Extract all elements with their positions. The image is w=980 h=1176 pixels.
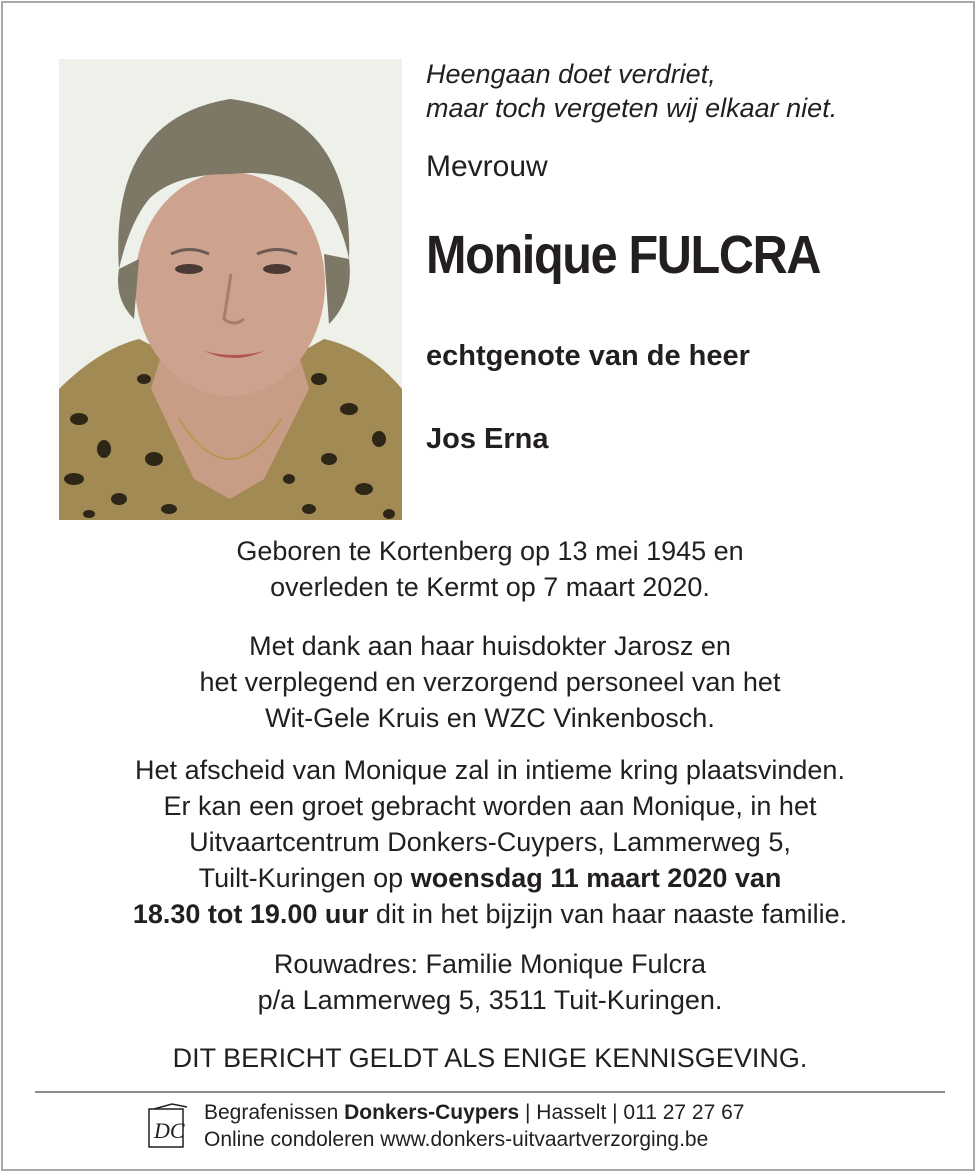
footer-company: Donkers-Cuypers (344, 1101, 520, 1124)
farewell-line-1: Het afscheid van Monique zal in intieme kring plaatsvinden. (135, 755, 845, 785)
funeral-home-logo-icon (148, 1103, 188, 1149)
farewell-paragraph (40, 752, 940, 932)
portrait-photo (59, 59, 402, 520)
address-line-2: p/a Lammerweg 5, 3511 Tuit-Kuringen. (257, 985, 723, 1015)
birth-line: Geboren te Kortenberg op 13 mei 1945 en (236, 536, 744, 566)
farewell-line-4-prefix: Tuilt-Kuringen op (198, 863, 411, 893)
official-notice: DIT BERICHT GELDT ALS ENIGE KENNISGEVING. (172, 1043, 808, 1073)
footer-text (204, 1099, 745, 1153)
footer-divider (35, 1091, 945, 1093)
deceased-name: Monique FULCRA (426, 225, 821, 285)
salutation: Mevrouw (426, 150, 548, 183)
footer-contact: | Hasselt | 011 27 27 67 (519, 1101, 745, 1124)
portrait-illustration (59, 59, 402, 520)
footer-line-1 (204, 1099, 745, 1126)
notice-paragraph (40, 1040, 940, 1076)
quote-line-1: Heengaan doet verdriet, (426, 59, 716, 89)
spouse-name: Jos Erna (426, 423, 549, 455)
birth-death-paragraph (40, 533, 940, 605)
thanks-line-3: Wit-Gele Kruis en WZC Vinkenbosch. (265, 703, 715, 733)
footer-prefix: Begrafenissen (204, 1101, 345, 1124)
farewell-line-2: Er kan een groet gebracht worden aan Monique, in het (163, 791, 817, 821)
death-line: overleden te Kermt op 7 maart 2020. (270, 572, 710, 602)
farewell-line-3: Uitvaartcentrum Donkers-Cuypers, Lammerweg 5, (189, 827, 791, 857)
farewell-date: woensdag 11 maart 2020 van (410, 863, 782, 893)
farewell-time: 18.30 tot 19.00 uur (132, 899, 369, 929)
farewell-line-5-suffix: dit in het bijzijn van haar naaste familie. (368, 899, 848, 929)
farewell-line-4 (40, 860, 940, 896)
farewell-line-5 (40, 896, 940, 932)
address-line-1: Rouwadres: Familie Monique Fulcra (273, 949, 707, 979)
thanks-line-2: het verplegend en verzorgend personeel van het (199, 667, 781, 697)
address-paragraph (40, 946, 940, 1018)
thanks-paragraph (40, 628, 940, 736)
relation: echtgenote van de heer (426, 340, 750, 372)
svg-text:DC: DC (154, 1118, 185, 1143)
footer-website[interactable]: Online condoleren www.donkers-uitvaartverzorging.be (204, 1128, 709, 1151)
quote-line-2: maar toch vergeten wij elkaar niet. (426, 93, 838, 123)
thanks-line-1: Met dank aan haar huisdokter Jarosz en (249, 631, 731, 661)
quote (426, 57, 946, 125)
